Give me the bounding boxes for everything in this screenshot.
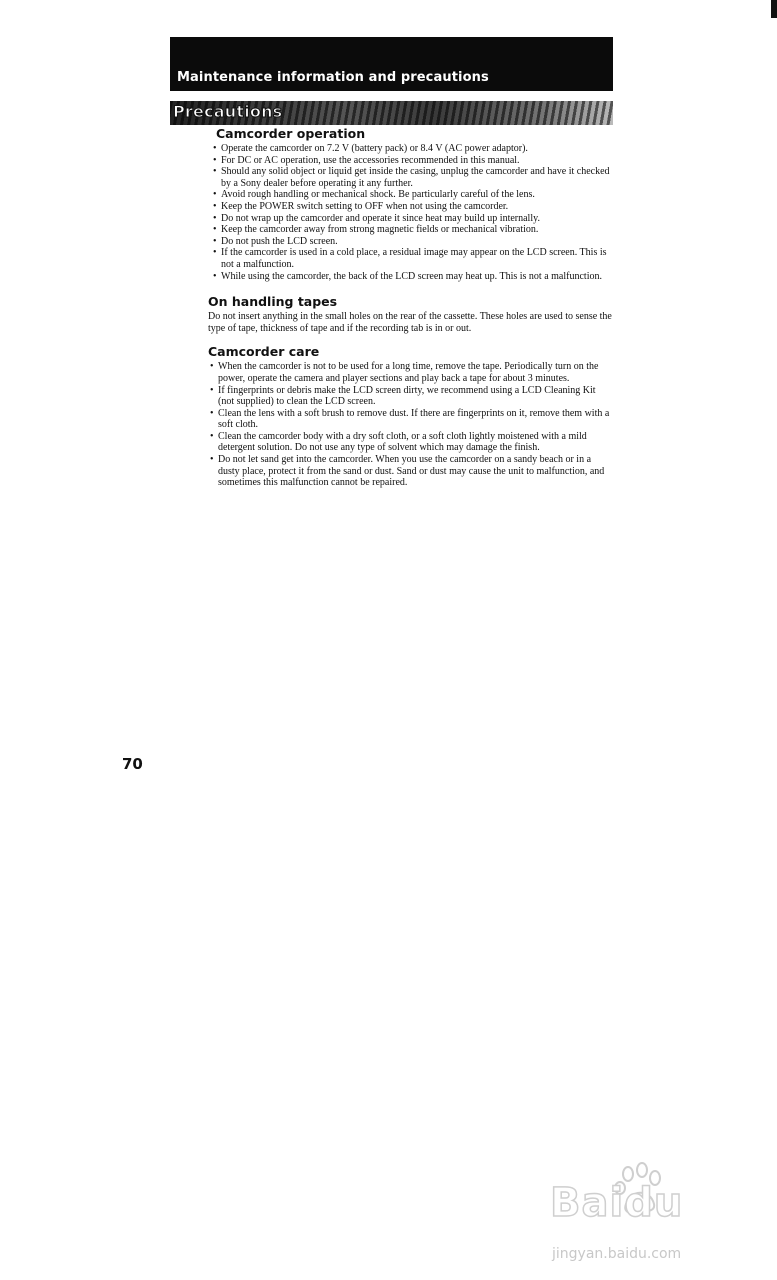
baidu-watermark [550, 1160, 740, 1270]
page-number: 70 [122, 755, 143, 773]
list-item: • Operate the camcorder on 7.2 V (battery pack) or 8.4 V (AC power adaptor). [211, 143, 613, 155]
list-item: • Clean the camcorder body with a dry soft cloth, or a soft cloth lightly moistened with a mild detergent solution. Do not use any type of solvent which may damage the finish. [208, 431, 613, 454]
list-item: • Keep the camcorder away from strong magnetic fields or mechanical vibration. [211, 224, 613, 236]
watermark-url: jingyan.baidu.com [552, 1246, 682, 1262]
camcorder-care-list [208, 361, 613, 489]
list-item: • Do not push the LCD screen. [211, 236, 613, 248]
list-item: • Clean the lens with a soft brush to remove dust. If there are fingerprints on it, remove them with a soft cloth. [208, 408, 613, 431]
main-content [208, 126, 613, 489]
header-title: Maintenance information and precautions [177, 70, 489, 85]
heading-camcorder-care: Camcorder care [208, 344, 320, 360]
list-item: • While using the camcorder, the back of the LCD screen may heat up. This is not a malfunction. [211, 271, 613, 283]
baidu-logo: Baidu [550, 1180, 684, 1226]
list-item: • Do not let sand get into the camcorder. When you use the camcorder on a sandy beach or in a dusty place, protect it from the sand or dust. Sand or dust may cause the unit to malfunction, and sometimes this malfunction cannot be repaired. [208, 454, 613, 489]
list-item: • If fingerprints or debris make the LCD screen dirty, we recommend using a LCD Cleaning Kit (not supplied) to clean the LCD screen. [208, 385, 613, 408]
header-bar [170, 37, 613, 91]
list-item: • For DC or AC operation, use the accessories recommended in this manual. [211, 155, 613, 167]
section-title: Precautions [173, 102, 283, 121]
heading-camcorder-operation: Camcorder operation [216, 126, 366, 141]
section-bar [170, 101, 613, 125]
camcorder-operation-list [211, 143, 613, 282]
list-item: • Avoid rough handling or mechanical shock. Be particularly careful of the lens. [211, 189, 613, 201]
list-item: • If the camcorder is used in a cold place, a residual image may appear on the LCD screen. This is not a malfunction. [211, 247, 613, 270]
list-item: • When the camcorder is not to be used for a long time, remove the tape. Periodically turn on the power, operate the camera and player sections and play back a tape for about 3 minutes. [208, 361, 613, 384]
list-item: • Should any solid object or liquid get inside the casing, unplug the camcorder and have it checked by a Sony dealer before operating it any further. [211, 166, 613, 189]
heading-handling-tapes: On handling tapes [208, 294, 338, 310]
list-item: • Do not wrap up the camcorder and operate it since heat may build up internally. [211, 213, 613, 225]
handling-tapes-text: Do not insert anything in the small holes on the rear of the cassette. These holes are used to sense the type of tape, thickness of tape and if the recording tab is in or out. [208, 311, 612, 334]
corner-mark [771, 0, 777, 18]
list-item: • Keep the POWER switch setting to OFF when not using the camcorder. [211, 201, 613, 213]
